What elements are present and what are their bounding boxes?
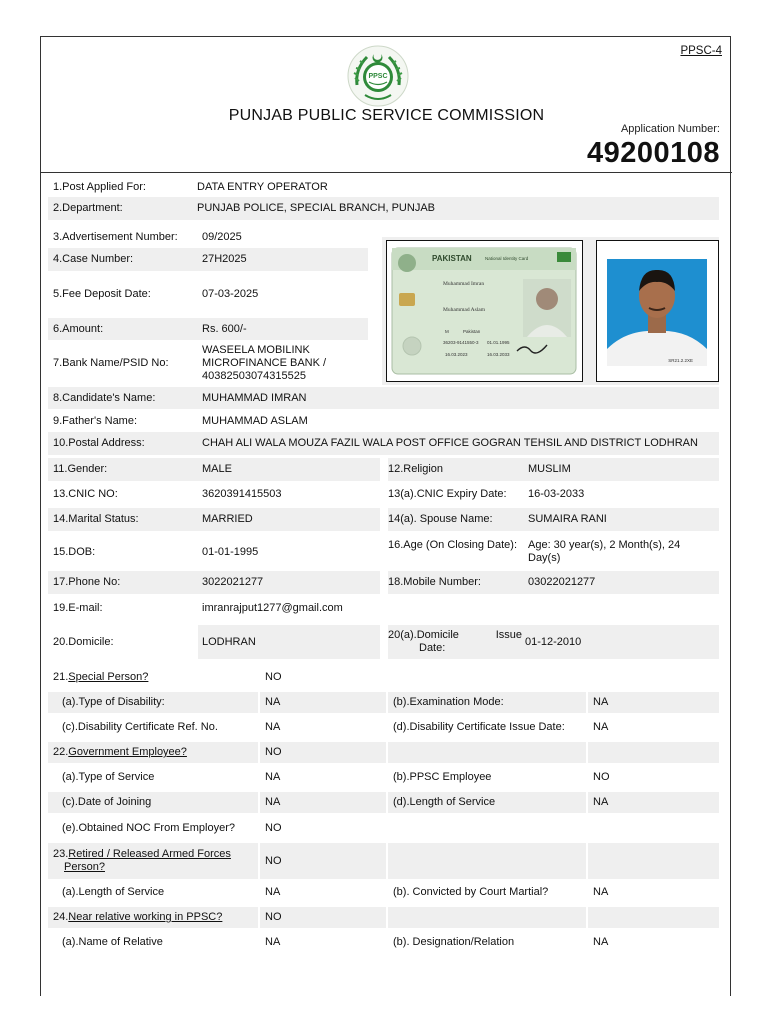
phone-label: 17.Phone No: <box>53 576 121 588</box>
retired-heading-line1: Retired / Released Armed Forces <box>68 848 231 860</box>
email-label: 19.E-mail: <box>53 602 103 614</box>
noc-label: (e).Obtained NOC From Employer? <box>62 822 235 834</box>
row-phone <box>48 571 719 594</box>
row-gender-religion <box>48 458 719 481</box>
dob-label: 15.DOB: <box>53 546 96 558</box>
government-empty-1 <box>388 742 586 763</box>
bank-value-line1: WASEELA MOBILINK <box>202 343 310 356</box>
marital-value: MARRIED <box>202 513 253 525</box>
disability-type-value: NA <box>260 692 386 713</box>
joining-date-label: (c).Date of Joining <box>48 792 258 813</box>
relative-empty-2 <box>588 907 719 928</box>
domicile-issue-label-word2: Issue <box>495 629 522 641</box>
cert-date-label: (d).Disability Certificate Issue Date: <box>393 721 565 733</box>
religion-label: 12.Religion <box>388 463 444 475</box>
candidate-label: 8.Candidate's Name: <box>53 391 156 404</box>
row-government-e <box>48 818 719 839</box>
row-government-a <box>48 767 719 788</box>
government-empty-2 <box>588 742 719 763</box>
special-heading-text: Special Person? <box>68 671 149 683</box>
retired-heading <box>48 843 258 879</box>
ppsc-logo <box>347 45 409 107</box>
fee-date-value: 07-03-2025 <box>202 288 259 300</box>
row-post <box>48 177 719 197</box>
age-label: 16.Age (On Closing Date): <box>388 539 518 551</box>
exam-mode-value: NA <box>588 692 719 713</box>
relative-heading <box>48 907 258 928</box>
phone-value: 3022021277 <box>202 576 264 588</box>
domicile-issue-label <box>388 629 522 655</box>
row-bank <box>48 341 368 385</box>
domicile-issue-value: 01-12-2010 <box>525 635 582 648</box>
advertisement-value: 09/2025 <box>202 230 242 243</box>
candidate-photo <box>596 240 719 382</box>
retired-length-value: NA <box>265 886 281 898</box>
age-value-line2: Day(s) <box>528 552 561 564</box>
row-department <box>48 197 719 220</box>
row-retired-a <box>48 882 719 903</box>
court-martial-label: (b). Convicted by Court Martial? <box>393 886 549 898</box>
government-heading-num: 22. <box>53 746 69 758</box>
special-heading-value: NO <box>265 671 282 683</box>
noc-value: NO <box>265 822 282 834</box>
father-label: 9.Father's Name: <box>53 415 138 427</box>
cnic-title: National Identity Card <box>485 256 529 261</box>
cnic-gender: M <box>445 329 449 334</box>
ppsc-employee-value: NO <box>593 771 610 783</box>
retired-heading-num: 23. <box>53 848 69 860</box>
ppsc-employee-label: (b).PPSC Employee <box>393 771 492 783</box>
row-special-heading <box>48 667 719 688</box>
relative-heading-text: Near relative working in PPSC? <box>68 911 223 923</box>
row-marital <box>48 508 719 531</box>
header-divider <box>41 172 732 173</box>
cert-ref-value: NA <box>265 721 281 733</box>
row-candidate <box>48 387 719 409</box>
gender-value: MALE <box>202 463 232 475</box>
post-label: 1.Post Applied For: <box>53 180 146 193</box>
row-government-c <box>48 792 719 813</box>
designation-value: NA <box>593 936 609 948</box>
row-government-heading <box>48 742 719 763</box>
cnic-issue: 16.03.2023 <box>445 352 468 357</box>
religion-value: MUSLIM <box>528 463 571 475</box>
row-fee-date <box>48 271 368 318</box>
gender-label: 11.Gender: <box>53 463 108 475</box>
service-length-label: (d).Length of Service <box>388 792 586 813</box>
address-value: CHAH ALI WALA MOUZA FAZIL WALA POST OFFICE GOGRAN TEHSIL AND DISTRICT LODHRAN <box>202 437 698 449</box>
application-number-label: Application Number: <box>620 123 720 135</box>
amount-value: Rs. 600/- <box>202 322 247 335</box>
organization-name: PUNJAB PUBLIC SERVICE COMMISSION <box>228 107 545 124</box>
exam-mode-label: (b).Examination Mode: <box>388 692 586 713</box>
application-form <box>40 36 731 996</box>
row-special-c <box>48 717 719 738</box>
cnic-label: 13.CNIC NO: <box>53 488 118 500</box>
designation-label: (b). Designation/Relation <box>393 936 515 948</box>
cert-date-value: NA <box>593 721 609 733</box>
mobile-label: 18.Mobile Number: <box>388 576 481 588</box>
row-email <box>48 597 719 620</box>
government-heading-value: NO <box>260 742 386 763</box>
spouse-label: 14(a). Spouse Name: <box>388 513 493 525</box>
disability-type-label: (a).Type of Disability: <box>48 692 258 713</box>
special-heading-num: 21. <box>53 671 69 683</box>
relative-name-value: NA <box>265 936 281 948</box>
application-number: 49200108 <box>586 137 720 169</box>
row-relative-a <box>48 932 719 953</box>
logo-text: PPSC <box>368 73 388 80</box>
row-father <box>48 411 719 432</box>
retired-empty-1 <box>388 843 586 879</box>
cnic-expiry-value: 16-03-2033 <box>528 488 585 500</box>
bank-label: 7.Bank Name/PSID No: <box>53 356 169 369</box>
row-case <box>48 248 368 271</box>
special-heading <box>48 667 258 688</box>
row-dob-age <box>48 533 719 569</box>
department-value: PUNJAB POLICE, SPECIAL BRANCH, PUNJAB <box>197 202 435 214</box>
government-heading <box>48 742 258 763</box>
row-amount <box>48 318 368 340</box>
cert-ref-label: (c).Disability Certificate Ref. No. <box>62 721 218 733</box>
row-relative-heading <box>48 907 719 928</box>
cnic-id-number: 36203-9141550-3 <box>443 340 479 345</box>
relative-empty-1 <box>388 907 586 928</box>
cnic-dob: 01.01.1995 <box>487 340 510 345</box>
father-value: MUHAMMAD ASLAM <box>202 415 308 427</box>
court-martial-value: NA <box>593 886 609 898</box>
service-type-label: (a).Type of Service <box>62 771 155 783</box>
mobile-value: 03022021277 <box>528 576 596 588</box>
domicile-issue-label-line2: Date: <box>419 642 446 654</box>
bank-value-line2: MICROFINANCE BANK / <box>202 356 327 369</box>
marital-label: 14.Marital Status: <box>53 513 139 525</box>
government-heading-text: Government Employee? <box>68 746 187 758</box>
retired-empty-2 <box>588 843 719 879</box>
cnic-expiry-label: 13(a).CNIC Expiry Date: <box>388 488 507 500</box>
domicile-issue-label-line1: 20(a).Domicile <box>388 629 459 641</box>
relative-heading-value: NO <box>260 907 386 928</box>
relative-name-label: (a).Name of Relative <box>62 936 163 948</box>
retired-length-label: (a).Length of Service <box>62 886 165 898</box>
bank-value-line3: 40382503074315525 <box>202 369 307 382</box>
cnic-image <box>386 240 583 382</box>
address-label: 10.Postal Address: <box>53 437 145 449</box>
email-value: imranrajput1277@gmail.com <box>202 602 343 614</box>
row-domicile <box>48 625 719 659</box>
row-retired-heading <box>48 843 719 879</box>
cnic-name: Muhammad Imran <box>443 281 485 287</box>
row-advertisement <box>48 226 368 248</box>
advertisement-label: 3.Advertisement Number: <box>53 230 178 243</box>
retired-heading-value: NO <box>260 843 386 879</box>
domicile-label: 20.Domicile: <box>53 635 114 648</box>
relative-heading-num: 24. <box>53 911 69 923</box>
service-type-value: NA <box>265 771 281 783</box>
department-label: 2.Department: <box>53 202 123 214</box>
age-value <box>528 533 718 569</box>
age-value-line1: Age: 30 year(s), 2 Month(s), 24 <box>528 539 681 551</box>
row-cnic <box>48 483 719 506</box>
cnic-father: Muhammad Aslam <box>443 307 486 313</box>
domicile-value: LODHRAN <box>202 635 256 648</box>
bank-value <box>202 341 326 385</box>
row-address <box>48 432 719 455</box>
cnic-country: PAKISTAN <box>432 254 472 263</box>
post-value: DATA ENTRY OPERATOR <box>197 180 328 193</box>
spouse-value: SUMAIRA RANI <box>528 513 607 525</box>
photo-code: SR21.2.2XE <box>668 358 693 363</box>
joining-date-value: NA <box>260 792 386 813</box>
dob-value: 01-01-1995 <box>202 546 259 558</box>
service-length-value: NA <box>588 792 719 813</box>
cnic-value: 3620391415503 <box>202 488 282 500</box>
fee-date-label: 5.Fee Deposit Date: <box>53 288 151 300</box>
form-code: PPSC-4 <box>680 45 722 57</box>
candidate-value: MUHAMMAD IMRAN <box>202 391 307 404</box>
cnic-country-of-stay: Pakistan <box>463 329 481 334</box>
case-value: 27H2025 <box>202 253 247 265</box>
retired-heading-line2: Person? <box>64 861 105 873</box>
amount-label: 6.Amount: <box>53 322 104 335</box>
cnic-expiry: 16.03.2033 <box>487 352 510 357</box>
row-special-a <box>48 692 719 713</box>
case-label: 4.Case Number: <box>53 253 134 265</box>
